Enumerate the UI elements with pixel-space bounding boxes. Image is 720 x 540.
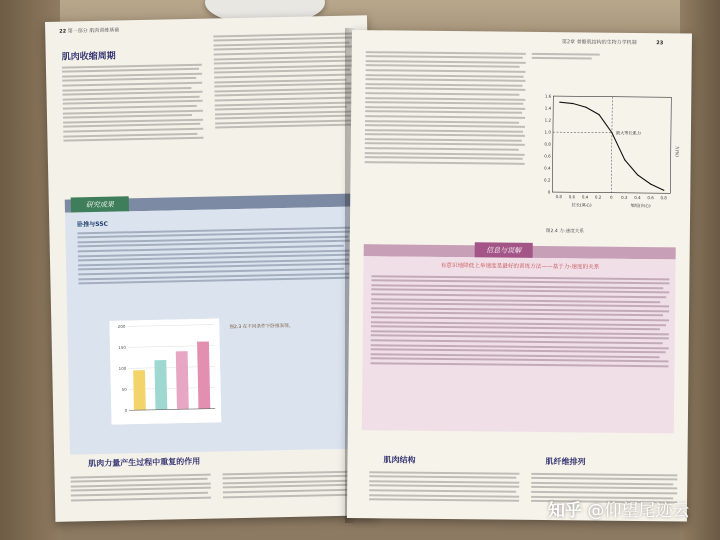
- right-text-column-2-top: [532, 50, 682, 63]
- text-line: [223, 493, 357, 498]
- left-section-title: 第一部分 肌肉训练基础: [67, 27, 120, 35]
- text-line: [365, 156, 523, 160]
- right-running-head: [562, 38, 663, 46]
- bar-ytick-label: 50: [121, 386, 127, 392]
- line-xtick-label: 0.6: [647, 195, 654, 201]
- text-line: [366, 65, 520, 69]
- research-title: 卧推与SSC: [77, 220, 109, 229]
- left-running-head: [59, 26, 119, 34]
- line-ytick-label: 0.2: [544, 177, 551, 183]
- left-text-column-1: [62, 61, 204, 145]
- text-line: [365, 92, 519, 96]
- line-xlabel-right: 缩短(向心): [630, 202, 651, 209]
- myth-badge: 信息与误解: [475, 242, 533, 259]
- text-line: [365, 97, 525, 101]
- text-line: [365, 152, 525, 156]
- zhihu-logo: 知乎: [548, 501, 582, 521]
- text-line: [365, 110, 522, 114]
- line-xlabel-left: 拉长(离心): [571, 202, 592, 208]
- bar-ytick-label: 0: [124, 407, 128, 413]
- right-chapter-title: 第2章 骨骼肌结构的生物力学机制: [561, 39, 637, 46]
- line-ytick-label: 0.8: [544, 141, 551, 147]
- research-badge: 研究成果: [71, 196, 129, 213]
- line-ytick-label: 0.6: [544, 153, 551, 159]
- text-line: [365, 147, 519, 151]
- line-ytick-label: 0: [547, 189, 551, 195]
- right-text-column-1: [365, 48, 526, 167]
- text-line: [365, 133, 525, 137]
- text-line: [365, 106, 525, 110]
- text-line: [365, 143, 525, 147]
- text-line: [365, 101, 523, 105]
- text-line: [371, 362, 669, 367]
- text-line: [365, 115, 525, 119]
- text-line: [531, 491, 677, 495]
- isometric-annotation: 最大等长肌力: [615, 130, 642, 136]
- line-xtick-label: 0.8: [660, 195, 667, 201]
- left-heading-main: 肌肉收缩周期: [61, 51, 116, 63]
- text-line: [531, 482, 673, 485]
- text-line: [369, 471, 519, 475]
- research-text: [77, 224, 352, 287]
- right-page: [347, 30, 692, 522]
- line-xtick-label: 0.8: [555, 194, 563, 200]
- text-line: [365, 78, 525, 82]
- myth-title: 有意识地降低上举速度是最好的训练方法——基于力-速度的关系: [440, 262, 600, 271]
- text-line: [365, 120, 519, 124]
- left-page: [45, 15, 377, 522]
- bar-1: [133, 370, 146, 410]
- text-line: [71, 496, 211, 501]
- text-line: [365, 161, 525, 165]
- bar-4: [197, 341, 210, 408]
- text-line: [369, 480, 519, 484]
- bar-2: [154, 360, 167, 410]
- force-velocity-chart: [530, 90, 681, 226]
- line-ytick-label: 1.2: [544, 117, 552, 123]
- line-xtick-label: 0.2: [594, 194, 602, 200]
- bar-ytick-label: 100: [118, 365, 127, 372]
- line-ylabel: 力(%): [674, 145, 680, 157]
- text-line: [215, 124, 351, 129]
- text-line: [369, 489, 516, 493]
- text-line: [366, 51, 526, 55]
- right-page-number: 23: [656, 40, 664, 47]
- bar-ytick-label: 150: [118, 344, 126, 351]
- text-line: [532, 57, 592, 60]
- text-line: [532, 52, 600, 55]
- text-line: [365, 87, 525, 91]
- heading-fiber-arrangement: 肌纤维排列: [545, 457, 586, 467]
- text-line: [531, 477, 677, 481]
- text-line: [365, 129, 523, 133]
- myth-text: [370, 272, 669, 370]
- text-line: [369, 494, 519, 498]
- text-line: [366, 74, 524, 78]
- text-line: [366, 55, 523, 59]
- left-text-bottom-2: [222, 467, 363, 500]
- text-line: [369, 475, 516, 479]
- line-xtick-label: 0.4: [634, 194, 641, 201]
- left-text-column-2: [213, 30, 355, 132]
- text-line: [531, 472, 677, 476]
- bar-chart: [109, 318, 221, 424]
- line-xtick-label: 0: [609, 194, 613, 200]
- text-line: [365, 124, 525, 128]
- text-line: [365, 83, 522, 87]
- line-ytick-label: 1.4: [544, 105, 552, 111]
- text-line: [366, 60, 526, 64]
- heading-muscle-structure: 肌肉结构: [383, 455, 416, 465]
- line-xtick-label: 0.2: [621, 194, 628, 200]
- left-page-number: 22: [59, 28, 67, 35]
- bar-3: [176, 351, 189, 409]
- text-line: [369, 498, 519, 502]
- watermark-author: @仰望尾迹云: [587, 501, 690, 521]
- left-heading-bottom: 肌肉力量产生过程中重复的作用: [88, 456, 201, 469]
- line-xtick-label: 0.6: [568, 194, 576, 200]
- text-line: [531, 486, 677, 490]
- text-line: [366, 69, 526, 73]
- right-text-bottom-1: [369, 468, 519, 504]
- left-text-bottom-1: [70, 471, 211, 504]
- line-ytick-label: 1.6: [544, 93, 552, 99]
- line-ytick-label: 0.4: [544, 165, 551, 171]
- bar-chart-caption: 图2.3 在不同条件下卧推表现。: [229, 323, 294, 331]
- line-xtick-label: 0.4: [581, 194, 589, 200]
- force-velocity-caption: 图2.4 力-速度关系: [545, 229, 584, 235]
- text-line: [63, 137, 203, 142]
- line-ytick-label: 1.0: [544, 129, 551, 135]
- text-line: [369, 485, 519, 489]
- text-line: [365, 138, 522, 142]
- bar-ytick-label: 200: [117, 323, 126, 330]
- zhihu-watermark: [548, 496, 689, 521]
